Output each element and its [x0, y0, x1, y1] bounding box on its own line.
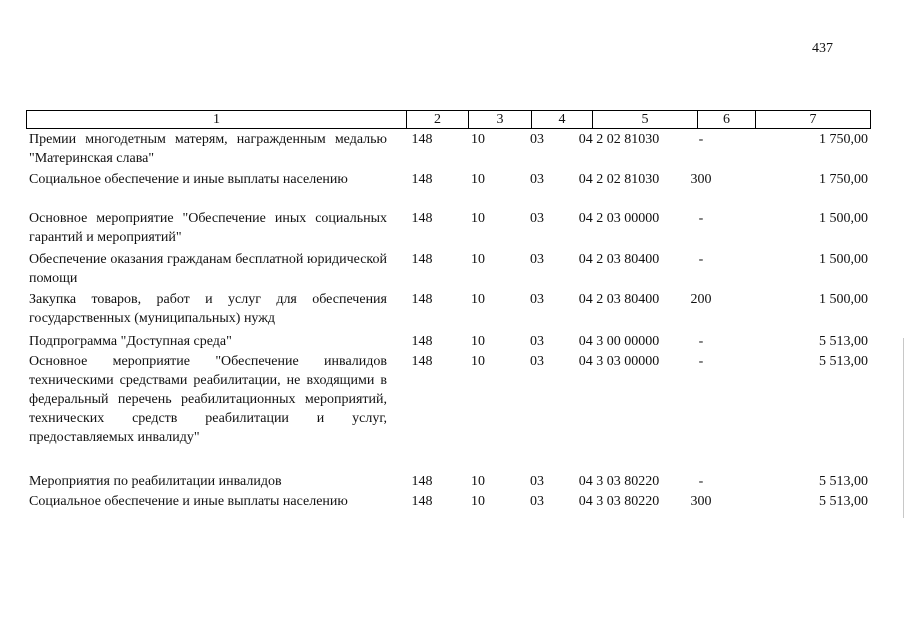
row-col-2: 148 — [411, 494, 433, 509]
page-number: 437 — [812, 41, 833, 56]
row-col-6: 300 — [690, 494, 712, 509]
header-col-4: 4 — [558, 112, 566, 127]
row-col-5: 04 3 00 00000 — [578, 334, 660, 349]
row-col-4: 03 — [530, 292, 544, 307]
row-col-6: - — [698, 334, 704, 349]
row-col-4: 03 — [530, 132, 544, 147]
row-col-7: 1 750,00 — [819, 172, 868, 187]
row-col-5: 04 3 03 00000 — [578, 354, 660, 369]
row-col-3: 10 — [471, 172, 485, 187]
row-name: Основное мероприятие "Обеспечение иных социальных гарантий и мероприятий" — [29, 211, 387, 245]
row-col-2: 148 — [411, 252, 433, 267]
row-col-3: 10 — [471, 494, 485, 509]
row-col-5: 04 2 02 81030 — [578, 172, 660, 187]
row-col-5: 04 3 03 80220 — [578, 474, 660, 489]
row-col-7: 1 500,00 — [819, 292, 868, 307]
row-col-2: 148 — [411, 172, 433, 187]
header-col-1: 1 — [213, 112, 220, 127]
row-col-4: 03 — [530, 494, 544, 509]
scan-edge-line — [903, 338, 904, 518]
row-col-7: 1 500,00 — [819, 252, 868, 267]
row-col-6: 200 — [690, 292, 712, 307]
row-col-5: 04 3 03 80220 — [578, 494, 660, 509]
row-col-4: 03 — [530, 474, 544, 489]
row-col-5: 04 2 03 80400 — [578, 252, 660, 267]
row-name: Обеспечение оказания гражданам бесплатной юридической помощи — [29, 252, 387, 286]
row-col-7: 5 513,00 — [819, 354, 868, 369]
row-name: Закупка товаров, работ и услуг для обеспечения государственных (муниципальных) нужд — [29, 292, 387, 326]
row-name: Мероприятия по реабилитации инвалидов — [29, 474, 282, 489]
row-col-6: - — [698, 132, 704, 147]
row-col-5: 04 2 02 81030 — [578, 132, 660, 147]
header-col-6: 6 — [723, 112, 730, 127]
row-col-2: 148 — [411, 334, 433, 349]
row-name: Основное мероприятие "Обеспечение инвалидов техническими средствами реабилитации, не входящими в федеральный перечень реабилитационных мероприятий, технических средств реабилитации и услуг, предоставляемых инвалиду" — [29, 354, 387, 445]
row-col-6: - — [698, 354, 704, 369]
row-col-7: 5 513,00 — [819, 494, 868, 509]
header-col-5: 5 — [641, 112, 649, 127]
row-name: Социальное обеспечение и иные выплаты населению — [29, 494, 348, 509]
row-col-5: 04 2 03 80400 — [578, 292, 660, 307]
row-col-2: 148 — [411, 211, 433, 226]
row-col-3: 10 — [471, 211, 485, 226]
row-col-4: 03 — [530, 354, 544, 369]
row-name: Социальное обеспечение и иные выплаты населению — [29, 172, 348, 187]
row-col-5: 04 2 03 00000 — [578, 211, 660, 226]
row-col-3: 10 — [471, 354, 485, 369]
row-col-6: - — [698, 474, 704, 489]
row-col-3: 10 — [471, 474, 485, 489]
row-col-4: 03 — [530, 334, 544, 349]
row-name: Подпрограмма "Доступная среда" — [29, 334, 232, 349]
row-col-2: 148 — [411, 292, 433, 307]
row-col-6: - — [698, 252, 704, 267]
row-col-3: 10 — [471, 132, 485, 147]
row-col-3: 10 — [471, 252, 485, 267]
row-col-6: - — [698, 211, 704, 226]
row-col-4: 03 — [530, 172, 544, 187]
row-col-7: 1 750,00 — [819, 132, 868, 147]
row-col-7: 5 513,00 — [819, 474, 868, 489]
row-col-2: 148 — [411, 132, 433, 147]
row-col-2: 148 — [411, 354, 433, 369]
header-col-2: 2 — [434, 112, 441, 127]
row-col-4: 03 — [530, 252, 544, 267]
row-col-6: 300 — [690, 172, 712, 187]
header-col-7: 7 — [809, 112, 817, 127]
table-header — [26, 110, 871, 129]
row-name: Премии многодетным матерям, награжденным медалью "Материнская слава" — [29, 132, 387, 166]
header-col-3: 3 — [496, 112, 504, 127]
row-col-3: 10 — [471, 334, 485, 349]
row-col-3: 10 — [471, 292, 485, 307]
row-col-7: 5 513,00 — [819, 334, 868, 349]
row-col-4: 03 — [530, 211, 544, 226]
row-col-7: 1 500,00 — [819, 211, 868, 226]
row-col-2: 148 — [411, 474, 433, 489]
